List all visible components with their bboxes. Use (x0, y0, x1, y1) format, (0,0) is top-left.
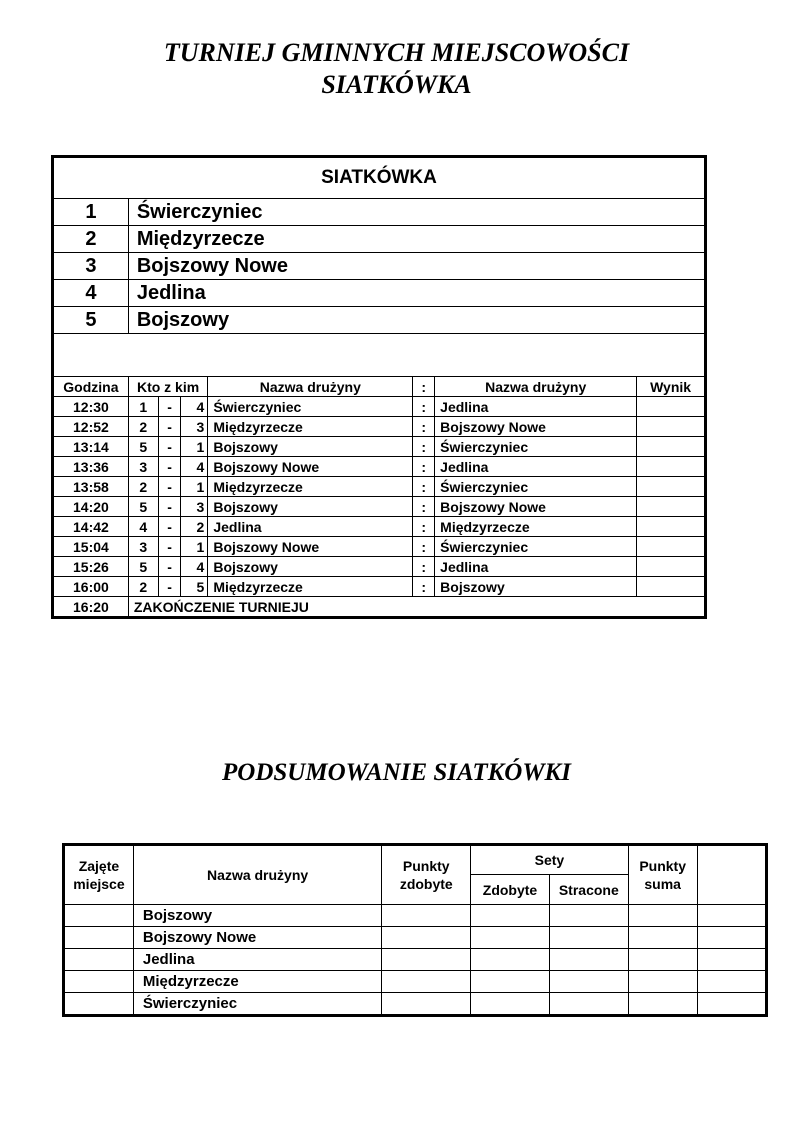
match-team-a-number: 5 (128, 557, 158, 577)
team-list-row (53, 199, 706, 226)
match-separator: : (413, 537, 435, 557)
summary-place-field[interactable] (64, 971, 134, 993)
summary-sets-won-field[interactable] (471, 905, 550, 927)
team-list-row (53, 280, 706, 307)
match-team-b-number: 3 (181, 497, 208, 517)
match-team-a-name: Świerczyniec (208, 397, 413, 417)
summary-row (64, 927, 767, 949)
match-row (53, 557, 706, 577)
match-row (53, 457, 706, 477)
summary-sets-won-field[interactable] (471, 971, 550, 993)
match-dash: - (158, 497, 181, 517)
summary-sets-won-field[interactable] (471, 927, 550, 949)
match-row (53, 577, 706, 597)
match-dash: - (158, 437, 181, 457)
match-result-field[interactable] (637, 557, 706, 577)
summary-sets-lost-field[interactable] (549, 927, 628, 949)
match-separator: : (413, 437, 435, 457)
summary-place-field[interactable] (64, 949, 134, 971)
summary-extra-field[interactable] (697, 949, 766, 971)
summary-sets-lost-field[interactable] (549, 905, 628, 927)
match-row (53, 537, 706, 557)
match-team-b-name: Świerczyniec (435, 477, 637, 497)
summary-team-name: Międzyrzecze (133, 971, 382, 993)
match-time: 13:36 (53, 457, 129, 477)
summary-row (64, 971, 767, 993)
match-team-a-name: Bojszowy Nowe (208, 537, 413, 557)
match-team-b-number: 1 (181, 437, 208, 457)
match-dash: - (158, 417, 181, 437)
match-team-a-name: Bojszowy (208, 497, 413, 517)
summary-extra-field[interactable] (697, 993, 766, 1016)
document-subtitle: SIATKÓWKA (321, 70, 472, 99)
match-team-a-name: Bojszowy (208, 557, 413, 577)
match-team-b-name: Bojszowy Nowe (435, 417, 637, 437)
summary-extra-field[interactable] (697, 927, 766, 949)
summary-points-total-field[interactable] (628, 993, 697, 1016)
tournament-end-row (53, 597, 706, 618)
summary-place-field[interactable] (64, 927, 134, 949)
match-team-a-name: Międzyrzecze (208, 577, 413, 597)
match-team-b-number: 2 (181, 517, 208, 537)
match-row (53, 497, 706, 517)
match-separator: : (413, 417, 435, 437)
match-team-b-number: 3 (181, 417, 208, 437)
team-name: Świerczyniec (128, 199, 705, 226)
match-dash: - (158, 517, 181, 537)
summary-table (62, 843, 768, 1017)
summary-title: PODSUMOWANIE SIATKÓWKI (222, 759, 571, 786)
summary-points-total-field[interactable] (628, 905, 697, 927)
match-team-a-number: 4 (128, 517, 158, 537)
match-team-b-name: Świerczyniec (435, 537, 637, 557)
match-row (53, 437, 706, 457)
match-team-a-number: 3 (128, 457, 158, 477)
match-row (53, 417, 706, 437)
summary-extra-field[interactable] (697, 971, 766, 993)
summary-row (64, 993, 767, 1016)
summary-team-name: Bojszowy (133, 905, 382, 927)
summary-team-name: Jedlina (133, 949, 382, 971)
spacer-row (53, 334, 706, 377)
summary-row (64, 949, 767, 971)
match-row (53, 397, 706, 417)
match-result-field[interactable] (637, 477, 706, 497)
match-result-field[interactable] (637, 397, 706, 417)
match-team-a-number: 5 (128, 437, 158, 457)
match-team-b-number: 1 (181, 537, 208, 557)
match-team-b-number: 1 (181, 477, 208, 497)
team-name: Bojszowy Nowe (128, 253, 705, 280)
summary-extra-field[interactable] (697, 905, 766, 927)
summary-sets-lost-field[interactable] (549, 993, 628, 1016)
summary-row (64, 905, 767, 927)
match-separator: : (413, 557, 435, 577)
col-header-points-won: Punkty zdobyte (382, 845, 471, 905)
col-header-result: Wynik (637, 377, 706, 397)
match-team-b-number: 4 (181, 557, 208, 577)
match-result-field[interactable] (637, 457, 706, 477)
match-team-a-name: Jedlina (208, 517, 413, 537)
match-team-a-number: 2 (128, 417, 158, 437)
match-time: 15:04 (53, 537, 129, 557)
match-result-field[interactable] (637, 497, 706, 517)
match-team-a-number: 1 (128, 397, 158, 417)
match-row (53, 517, 706, 537)
match-separator: : (413, 497, 435, 517)
match-team-a-name: Bojszowy Nowe (208, 457, 413, 477)
summary-sets-lost-field[interactable] (549, 971, 628, 993)
match-team-a-name: Bojszowy (208, 437, 413, 457)
match-dash: - (158, 537, 181, 557)
match-result-field[interactable] (637, 537, 706, 557)
end-label: ZAKOŃCZENIE TURNIEJU (128, 597, 705, 618)
summary-sets-won-field[interactable] (471, 949, 550, 971)
team-number: 3 (53, 253, 129, 280)
summary-points-total-field[interactable] (628, 971, 697, 993)
summary-points-total-field[interactable] (628, 927, 697, 949)
match-time: 14:42 (53, 517, 129, 537)
col-header-sets-lost: Stracone (549, 875, 628, 905)
team-list-row (53, 226, 706, 253)
match-result-field[interactable] (637, 517, 706, 537)
match-separator: : (413, 577, 435, 597)
match-dash: - (158, 557, 181, 577)
match-team-a-number: 2 (128, 477, 158, 497)
col-header-team-b: Nazwa drużyny (435, 377, 637, 397)
team-name: Jedlina (128, 280, 705, 307)
match-separator: : (413, 457, 435, 477)
match-team-b-number: 4 (181, 457, 208, 477)
end-time: 16:20 (53, 597, 129, 618)
match-team-b-name: Jedlina (435, 457, 637, 477)
match-team-b-number: 4 (181, 397, 208, 417)
match-team-a-name: Międzyrzecze (208, 477, 413, 497)
match-time: 14:20 (53, 497, 129, 517)
match-team-a-number: 2 (128, 577, 158, 597)
team-name: Bojszowy (128, 307, 705, 334)
match-result-field[interactable] (637, 417, 706, 437)
match-time: 16:00 (53, 577, 129, 597)
col-header-sep: : (413, 377, 435, 397)
match-team-b-name: Bojszowy Nowe (435, 497, 637, 517)
match-dash: - (158, 577, 181, 597)
col-header-place: Zajęte miejsce (64, 845, 134, 905)
match-team-a-name: Międzyrzecze (208, 417, 413, 437)
col-header-who: Kto z kim (128, 377, 208, 397)
summary-points-won-field[interactable] (382, 905, 471, 927)
match-team-a-number: 5 (128, 497, 158, 517)
match-dash: - (158, 457, 181, 477)
match-time: 13:14 (53, 437, 129, 457)
team-number: 5 (53, 307, 129, 334)
summary-points-won-field[interactable] (382, 993, 471, 1016)
summary-sets-won-field[interactable] (471, 993, 550, 1016)
team-number: 1 (53, 199, 129, 226)
match-time: 12:30 (53, 397, 129, 417)
summary-points-won-field[interactable] (382, 971, 471, 993)
match-time: 12:52 (53, 417, 129, 437)
team-number: 4 (53, 280, 129, 307)
match-team-b-name: Bojszowy (435, 577, 637, 597)
team-list-row (53, 253, 706, 280)
schedule-table (51, 155, 707, 619)
schedule-column-headers (53, 377, 706, 397)
match-dash: - (158, 397, 181, 417)
match-separator: : (413, 397, 435, 417)
summary-place-field[interactable] (64, 905, 134, 927)
match-team-b-name: Jedlina (435, 397, 637, 417)
document-title: TURNIEJ GMINNYCH MIEJSCOWOŚCI (163, 38, 630, 67)
col-header-extra (697, 845, 766, 905)
team-number: 2 (53, 226, 129, 253)
col-header-time: Godzina (53, 377, 129, 397)
schedule-heading: SIATKÓWKA (53, 157, 706, 199)
match-row (53, 477, 706, 497)
summary-team-name: Bojszowy Nowe (133, 927, 382, 949)
summary-team-name: Świerczyniec (133, 993, 382, 1016)
col-header-sets: Sety (471, 845, 629, 875)
col-header-points-total: Punkty suma (628, 845, 697, 905)
summary-points-total-field[interactable] (628, 949, 697, 971)
summary-points-won-field[interactable] (382, 927, 471, 949)
team-name: Międzyrzecze (128, 226, 705, 253)
match-team-b-name: Międzyrzecze (435, 517, 637, 537)
match-result-field[interactable] (637, 437, 706, 457)
match-team-b-name: Świerczyniec (435, 437, 637, 457)
match-time: 13:58 (53, 477, 129, 497)
col-header-team-a: Nazwa drużyny (208, 377, 413, 397)
summary-points-won-field[interactable] (382, 949, 471, 971)
match-separator: : (413, 477, 435, 497)
summary-place-field[interactable] (64, 993, 134, 1016)
match-team-a-number: 3 (128, 537, 158, 557)
match-separator: : (413, 517, 435, 537)
match-team-b-name: Jedlina (435, 557, 637, 577)
match-result-field[interactable] (637, 577, 706, 597)
match-dash: - (158, 477, 181, 497)
match-team-b-number: 5 (181, 577, 208, 597)
match-time: 15:26 (53, 557, 129, 577)
team-list-row (53, 307, 706, 334)
col-header-team: Nazwa drużyny (133, 845, 382, 905)
summary-sets-lost-field[interactable] (549, 949, 628, 971)
col-header-sets-won: Zdobyte (471, 875, 550, 905)
